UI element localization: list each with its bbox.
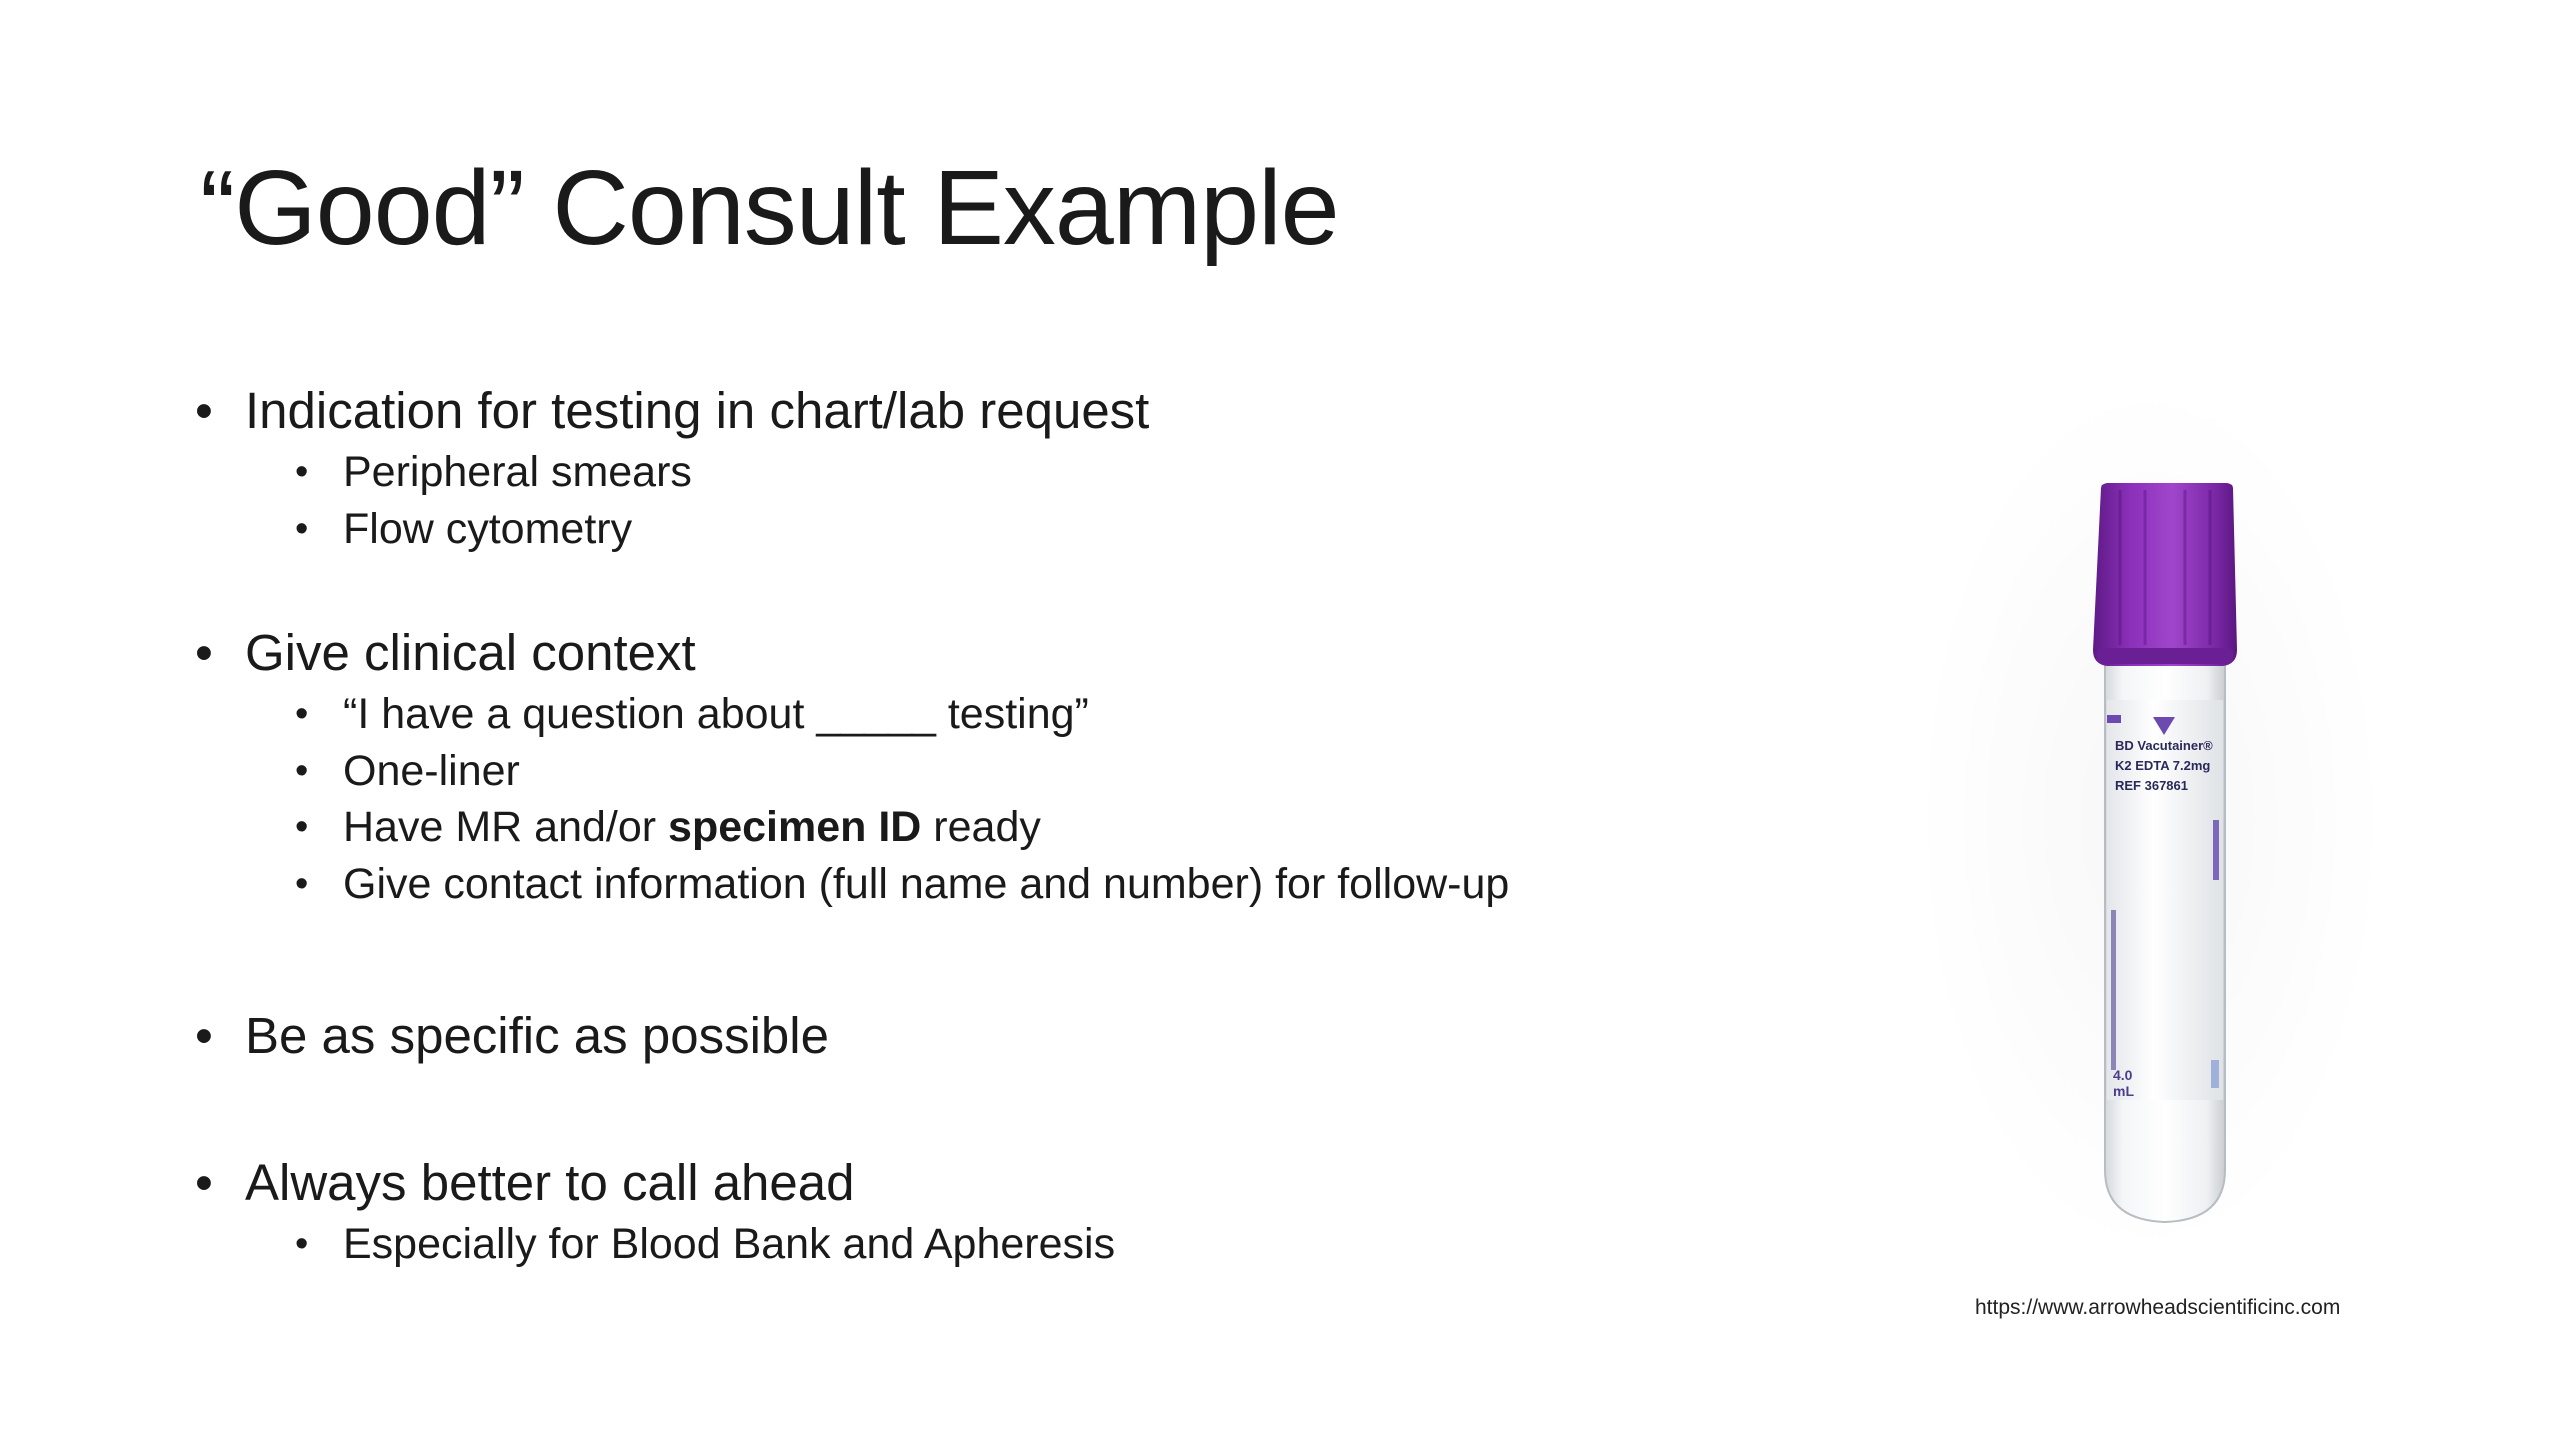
tube-label-ref: REF 367861 [2115, 778, 2188, 793]
bullet-item [195, 1005, 1755, 1067]
bullet-item [195, 380, 1755, 442]
bullet-group-indication [195, 380, 1755, 557]
sub-bullet-item [195, 444, 1755, 501]
sub-bullet-text-before: Have MR and/or [343, 803, 669, 851]
bullet-glyph: • [295, 507, 309, 550]
bullet-group-specific [195, 1005, 1755, 1067]
sub-bullet-text: Give contact information (full name and number) for follow-up [343, 859, 1510, 908]
sub-bullet-item [195, 501, 1755, 558]
bullet-list [195, 380, 1755, 1273]
bullet-text: Indication for testing in chart/lab request [245, 382, 1150, 439]
bullet-text: Give clinical context [245, 624, 696, 681]
sub-bullet-text: One-liner [343, 746, 520, 795]
bullet-glyph: • [295, 451, 309, 493]
tube-label-type: K2 EDTA 7.2mg [2115, 758, 2211, 773]
sub-bullet-item [195, 1216, 1755, 1273]
bullet-glyph: • [195, 382, 213, 439]
sub-bullet-text: Especially for Blood Bank and Apheresis [343, 1220, 1116, 1268]
tube-volume-value: 4.0 [2113, 1067, 2133, 1083]
bullet-glyph: • [195, 624, 213, 681]
bullet-text: Always better to call ahead [245, 1154, 855, 1211]
bullet-text: Be as specific as possible [245, 1007, 829, 1064]
sub-bullet-text: Flow cytometry [343, 504, 633, 553]
tube-label-brand: BD Vacutainer® [2115, 738, 2213, 753]
slide-title: “Good” Consult Example [200, 149, 1339, 267]
bullet-glyph: • [295, 806, 309, 848]
bullet-group-call-ahead [195, 1152, 1755, 1273]
sub-bullet-text-bold: specimen ID [668, 803, 922, 851]
blood-collection-tube-icon [1915, 380, 2385, 1260]
sub-bullet-text: Peripheral smears [343, 448, 692, 496]
tube-cap [2093, 483, 2237, 666]
bullet-glyph: • [295, 862, 309, 905]
bullet-glyph: • [195, 1007, 213, 1064]
tube-volume-unit: mL [2113, 1083, 2134, 1099]
bullet-group-context [195, 622, 1755, 912]
sub-bullet-item [195, 856, 1755, 913]
bullet-glyph: • [295, 693, 309, 735]
blood-collection-tube-image [1915, 380, 2385, 1260]
sub-bullet-item [195, 743, 1755, 800]
bullet-glyph: • [295, 1223, 309, 1265]
image-source-caption: https://www.arrowheadscientificinc.com [1975, 1296, 2341, 1319]
bullet-glyph: • [295, 749, 309, 792]
sub-bullet-text-after: ready [921, 803, 1041, 851]
bullet-glyph: • [195, 1154, 213, 1211]
bullet-item [195, 622, 1755, 684]
sub-bullet-text: “I have a question about _____ testing” [343, 690, 1089, 738]
sub-bullet-item [195, 799, 1755, 856]
bullet-item [195, 1152, 1755, 1214]
sub-bullet-item [195, 686, 1755, 743]
